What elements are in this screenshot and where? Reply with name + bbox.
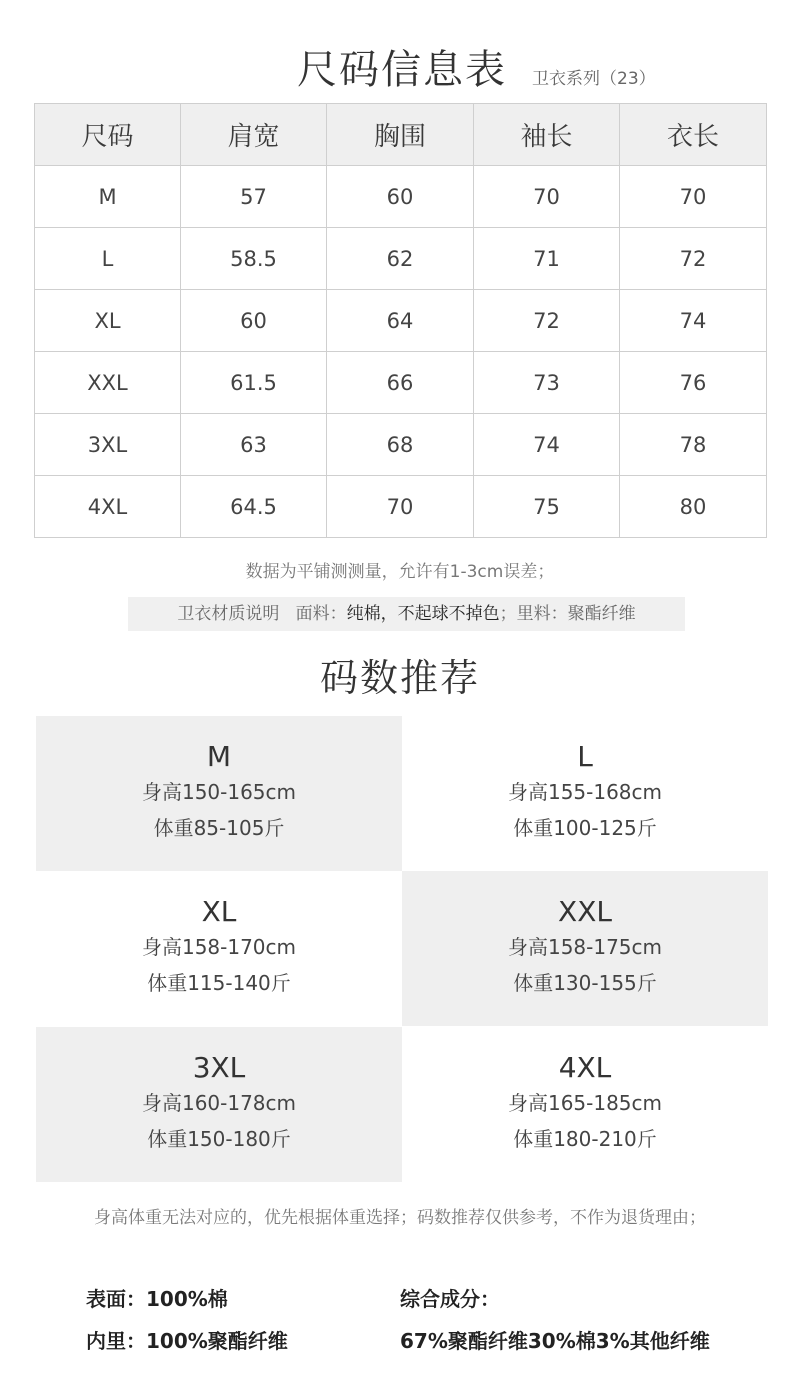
cell-chest: 62 <box>327 228 474 290</box>
fabric-label: 面料： <box>295 604 347 624</box>
card-weight: 体重85-105斤 <box>153 816 285 840</box>
card-size: 3XL <box>192 1051 246 1084</box>
card-height: 身高165-185cm <box>507 1091 663 1115</box>
card-height: 身高155-168cm <box>507 780 663 804</box>
cell-chest: 66 <box>327 352 474 414</box>
surface-composition: 表面：100%棉 <box>86 1287 228 1311</box>
recommend-card <box>36 716 402 871</box>
cell-size: XL <box>35 290 181 352</box>
cell-length: 76 <box>620 352 767 414</box>
recommend-card <box>402 1027 768 1182</box>
cell-shoulder: 64.5 <box>181 476 327 538</box>
cell-length: 78 <box>620 414 767 476</box>
card-weight: 体重115-140斤 <box>147 971 291 995</box>
cell-chest: 64 <box>327 290 474 352</box>
card-height: 身高160-178cm <box>141 1091 297 1115</box>
recommend-note: 身高体重无法对应的，优先根据体重选择；码数推荐仅供参考，不作为退货理由； <box>94 1208 706 1228</box>
card-weight: 体重180-210斤 <box>513 1127 657 1151</box>
recommend-card <box>36 1027 402 1182</box>
cell-length: 70 <box>620 166 767 228</box>
card-height: 身高150-165cm <box>141 780 297 804</box>
header-length: 衣长 <box>620 104 767 166</box>
card-height: 身高158-170cm <box>141 935 297 959</box>
fabric-value: 纯棉，不起球不掉色 <box>346 604 500 624</box>
material-separator: ； <box>499 604 517 624</box>
table-row <box>35 166 767 228</box>
cell-size: L <box>35 228 181 290</box>
recommend-card <box>402 871 768 1026</box>
lining-composition: 内里：100%聚酯纤维 <box>86 1329 288 1353</box>
cell-chest: 60 <box>327 166 474 228</box>
recommend-card <box>402 716 768 871</box>
header-size: 尺码 <box>35 104 181 166</box>
recommend-card <box>36 871 402 1026</box>
cell-size: M <box>35 166 181 228</box>
card-size: 4XL <box>558 1051 612 1084</box>
card-size: M <box>206 740 232 773</box>
cell-sleeve: 71 <box>474 228 620 290</box>
cell-sleeve: 70 <box>474 166 620 228</box>
card-size: XL <box>201 895 237 928</box>
series-subtitle: 卫衣系列（23） <box>532 69 656 89</box>
cell-sleeve: 74 <box>474 414 620 476</box>
cell-length: 72 <box>620 228 767 290</box>
table-row <box>35 414 767 476</box>
cell-chest: 68 <box>327 414 474 476</box>
cell-sleeve: 72 <box>474 290 620 352</box>
cell-sleeve: 75 <box>474 476 620 538</box>
card-weight: 体重100-125斤 <box>513 816 657 840</box>
cell-size: 4XL <box>35 476 181 538</box>
cell-shoulder: 57 <box>181 166 327 228</box>
composition-label: 综合成分： <box>400 1287 500 1311</box>
table-row <box>35 352 767 414</box>
cell-shoulder: 60 <box>181 290 327 352</box>
title-row <box>0 38 800 98</box>
page-title: 尺码信息表 <box>297 47 507 93</box>
card-size: XXL <box>558 895 612 928</box>
material-banner <box>128 597 685 631</box>
card-height: 身高158-175cm <box>507 935 663 959</box>
lining-label: 里料： <box>516 604 568 624</box>
cell-shoulder: 58.5 <box>181 228 327 290</box>
cell-size: 3XL <box>35 414 181 476</box>
table-row <box>35 476 767 538</box>
cell-sleeve: 73 <box>474 352 620 414</box>
composition-value: 67%聚酯纤维30%棉3%其他纤维 <box>400 1329 710 1353</box>
cell-chest: 70 <box>327 476 474 538</box>
header-chest: 胸围 <box>327 104 474 166</box>
size-table <box>34 103 767 538</box>
recommend-title: 码数推荐 <box>319 656 480 700</box>
measurement-note: 数据为平铺测测量，允许有1-3cm误差； <box>245 562 555 582</box>
cell-size: XXL <box>35 352 181 414</box>
cell-length: 80 <box>620 476 767 538</box>
lining-value: 聚酯纤维 <box>567 604 636 624</box>
cell-shoulder: 63 <box>181 414 327 476</box>
card-weight: 体重150-180斤 <box>147 1127 291 1151</box>
card-weight: 体重130-155斤 <box>513 971 657 995</box>
header-sleeve: 袖长 <box>474 104 620 166</box>
table-header-row <box>35 104 767 166</box>
header-shoulder: 肩宽 <box>181 104 327 166</box>
cell-shoulder: 61.5 <box>181 352 327 414</box>
table-row <box>35 290 767 352</box>
table-row <box>35 228 767 290</box>
card-size: L <box>577 740 593 773</box>
cell-length: 74 <box>620 290 767 352</box>
recommend-grid <box>36 716 768 1182</box>
material-label: 卫衣材质说明 <box>177 604 280 624</box>
